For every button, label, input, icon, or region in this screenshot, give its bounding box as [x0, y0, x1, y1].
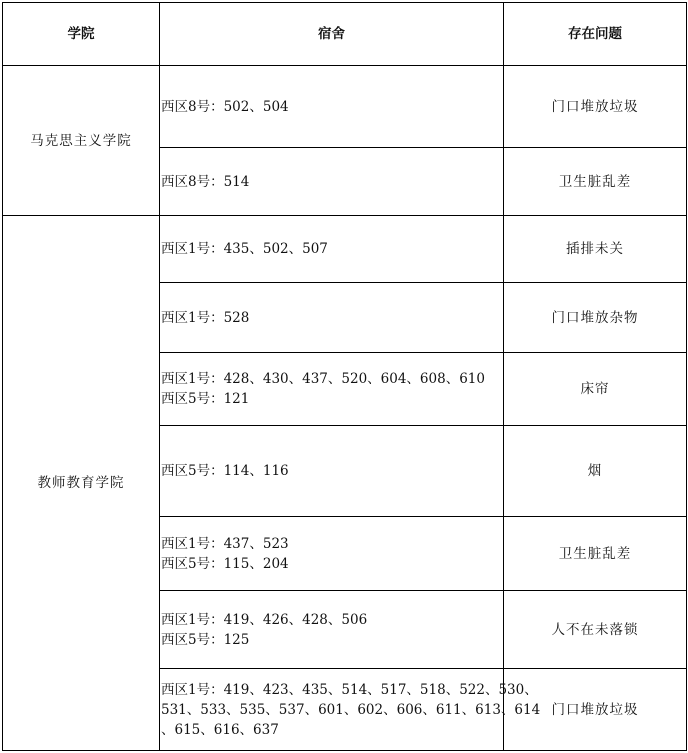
dorm-line: 西区5号：125	[161, 631, 250, 648]
header-row	[3, 3, 687, 66]
dorm-line: 、615、616、637	[161, 721, 279, 738]
dorm-cell	[160, 517, 504, 591]
issue-cell: 门口堆放杂物	[504, 283, 687, 353]
table-row	[3, 66, 687, 148]
dorm-cell	[160, 66, 504, 148]
inspection-table	[2, 2, 687, 751]
issue-cell: 卫生脏乱差	[504, 148, 687, 216]
dorm-line: 西区1号：419、423、435、514、517、518、522、530、	[161, 681, 538, 698]
table-row	[3, 216, 687, 283]
dorm-line: 西区5号：115、204	[161, 555, 289, 572]
dorm-line: 西区5号：121	[161, 391, 250, 407]
dorm-line: 西区1号：419、426、428、506	[161, 611, 368, 628]
issue-cell: 门口堆放垃圾	[504, 66, 687, 148]
dorm-line: 531、533、535、537、601、602、606、611、613、614	[161, 701, 541, 718]
issue-cell: 插排未关	[504, 216, 687, 283]
dorm-cell	[160, 283, 504, 353]
issue-cell: 烟	[504, 426, 687, 517]
college-cell: 教师教育学院	[3, 216, 160, 751]
dorm-cell	[160, 426, 504, 517]
dorm-cell	[160, 669, 541, 751]
issue-cell: 人不在未落锁	[504, 591, 687, 669]
header-issue: 存在问题	[504, 3, 687, 66]
dorm-line: 西区8号：502、504	[161, 98, 289, 115]
dorm-cell	[160, 353, 504, 426]
dorm-line: 西区1号：437、523	[161, 535, 289, 552]
dorm-line: 西区5号：114、116	[161, 463, 289, 479]
dorm-cell	[160, 591, 504, 669]
dorm-line: 西区1号：528	[161, 309, 250, 326]
college-cell: 马克思主义学院	[3, 66, 160, 216]
issue-cell: 卫生脏乱差	[504, 517, 687, 591]
issue-cell: 床帘	[504, 353, 687, 426]
issue-cell: 门口堆放垃圾	[504, 669, 687, 751]
dorm-line: 西区1号：435、502、507	[161, 241, 328, 257]
header-college: 学院	[3, 3, 160, 66]
dorm-line: 西区8号：514	[161, 173, 250, 190]
dorm-line: 西区1号：428、430、437、520、604、608、610	[161, 371, 485, 387]
dorm-cell	[160, 148, 504, 216]
dorm-cell	[160, 216, 504, 283]
header-dorm: 宿舍	[160, 3, 504, 66]
